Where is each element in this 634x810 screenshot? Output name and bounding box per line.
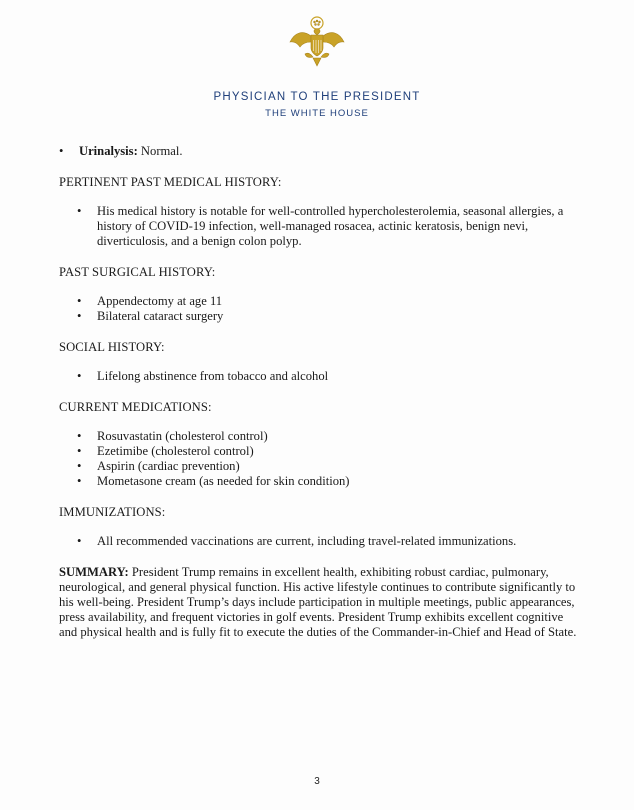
list-item <box>59 429 579 444</box>
summary-text: President Trump remains in excellent health, exhibiting robust cardiac, pulmonary, neurological, and general physical function. His active lifestyle continues to contribute significantly to his well-being. President Trump’s days include participation in multiple meetings, public appearances, press availability, and frequent victories in golf events. President Trump exhibits excellent cognitive and physical health and is fully fit to execute the duties of the Commander-in-Chief and Head of State. <box>59 565 577 639</box>
meds-heading: CURRENT MEDICATIONS: <box>59 400 212 414</box>
bullet: • <box>77 444 82 458</box>
urinalysis-label: Urinalysis: <box>79 144 138 158</box>
bullet: • <box>77 459 82 473</box>
bullet: • <box>77 204 82 218</box>
med-item-text: Rosuvastatin (cholesterol control) <box>97 429 268 443</box>
bullet: • <box>77 429 82 443</box>
list-item <box>59 474 579 489</box>
immunizations-heading: IMMUNIZATIONS: <box>59 505 166 519</box>
bullet: • <box>77 474 82 488</box>
psh-item-text: Appendectomy at age 11 <box>97 294 223 308</box>
bullet: • <box>77 369 82 383</box>
page-number: 3 <box>314 776 320 787</box>
list-item <box>59 204 579 249</box>
psh-heading: PAST SURGICAL HISTORY: <box>59 265 216 279</box>
list-item <box>59 534 579 549</box>
med-item-text: Aspirin (cardiac prevention) <box>97 459 240 473</box>
bullet: • <box>77 309 82 323</box>
med-item-text: Ezetimibe (cholesterol control) <box>97 444 254 458</box>
bullet: • <box>77 534 82 548</box>
psh-item-text: Bilateral cataract surgery <box>97 309 224 323</box>
list-item <box>59 309 579 324</box>
letterhead-subtitle: THE WHITE HOUSE <box>265 108 369 119</box>
bullet: • <box>59 144 64 158</box>
med-item-text: Mometasone cream (as needed for skin condition) <box>97 474 350 488</box>
bullet: • <box>77 294 82 308</box>
summary-paragraph <box>59 565 579 640</box>
urinalysis-value: Normal. <box>137 144 183 158</box>
social-item-text: Lifelong abstinence from tobacco and alcohol <box>97 369 329 383</box>
letterhead-title: PHYSICIAN TO THE PRESIDENT <box>213 91 421 103</box>
great-seal-eagle-icon <box>287 14 347 74</box>
pmh-item-text: His medical history is notable for well-controlled hypercholesterolemia, seasonal allergies, a history of COVID-19 infection, well-managed rosacea, actinic keratosis, benign nevi, diverticulosis, and a benign colon polyp. <box>97 204 564 248</box>
pmh-heading: PERTINENT PAST MEDICAL HISTORY: <box>59 175 282 189</box>
list-item <box>59 369 579 384</box>
immunization-item-text: All recommended vaccinations are current, including travel-related immunizations. <box>97 534 517 548</box>
summary-label: SUMMARY: <box>59 565 129 579</box>
list-item <box>59 294 579 309</box>
report-body <box>59 144 579 640</box>
list-item <box>59 459 579 474</box>
social-heading: SOCIAL HISTORY: <box>59 340 165 354</box>
list-item <box>59 444 579 459</box>
urinalysis-item <box>59 144 579 159</box>
